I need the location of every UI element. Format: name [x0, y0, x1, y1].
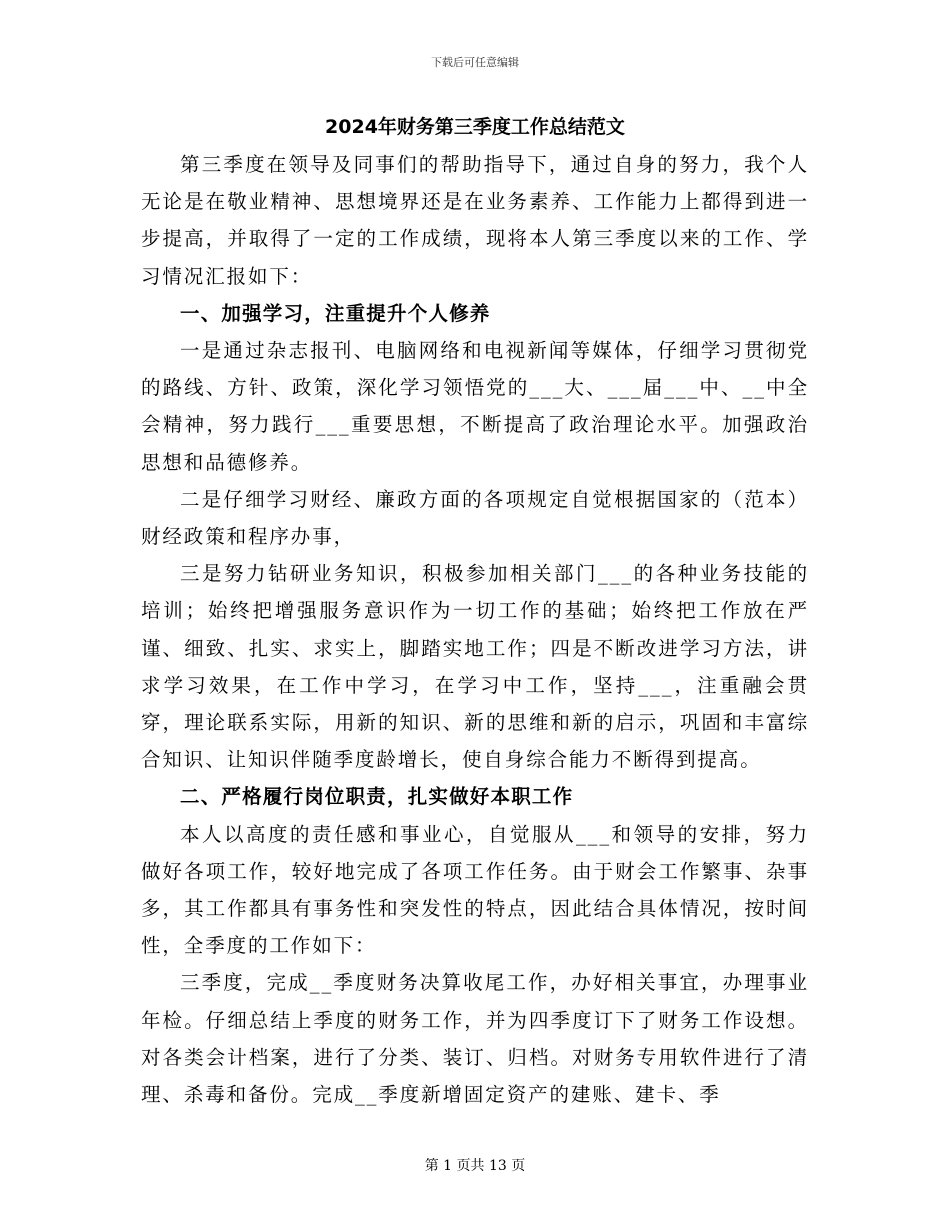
section-heading-1: 一、加强学习，注重提升个人修养 [180, 301, 491, 325]
paragraph-4: 本人以高度的责任感和事业心，自觉服从___和领导的安排，努力做好各项工作，较好地完成了各项工作任务。由于财会工作繁事、杂事多，其工作都具有事务性和突发性的特点，因此结合具体情况，按时间性，全季度的工作如下： [141, 822, 809, 958]
paragraph-3: 三是努力钻研业务知识，积极参加相关部门___的各种业务技能的培训；始终把增强服务意识作为一切工作的基础；始终把工作放在严谨、细致、扎实、求实上，脚踏实地工作；四是不断改进学习方法，讲求学习效果，在工作中学习，在学习中工作，坚持___，注重融会贯穿，理论联系实际，用新的知识、新的思维和新的启示，巩固和丰富综合知识、让知识伴随季度龄增长，使自身综合能力不断得到提高。 [141, 562, 809, 772]
header-note: 下载后可任意编辑 [431, 56, 519, 69]
section-heading-2: 二、严格履行岗位职责，扎实做好本职工作 [180, 785, 574, 809]
paragraph-5: 三季度，完成__季度财务决算收尾工作，办好相关事宜，办理事业年检。仔细总结上季度的财务工作，并为四季度订下了财务工作设想。对各类会计档案，进行了分类、装订、归档。对财务专用软件进行了清理、杀毒和备份。完成__季度新增固定资产的建账、建卡、季 [141, 971, 809, 1107]
page-footer: 第 1 页共 13 页 [424, 1158, 526, 1174]
document-title: 2024年财务第三季度工作总结范文 [325, 116, 625, 138]
document-body [141, 108, 809, 1113]
paragraph-1: 一是通过杂志报刊、电脑网络和电视新闻等媒体，仔细学习贯彻党的路线、方针、政策，深化学习领悟党的___大、___届___中、__中全会精神，努力践行___重要思想，不断提高了政治理论水平。加强政治思想和品德修养。 [141, 339, 809, 474]
paragraph-2: 二是仔细学习财经、廉政方面的各项规定自觉根据国家的（范本）财经政策和程序办事， [141, 487, 809, 549]
intro-paragraph: 第三季度在领导及同事们的帮助指导下，通过自身的努力，我个人无论是在敬业精神、思想境界还是在业务素养、工作能力上都得到进一步提高，并取得了一定的工作成绩，现将本人第三季度以来的工作、学习情况汇报如下： [141, 153, 809, 288]
